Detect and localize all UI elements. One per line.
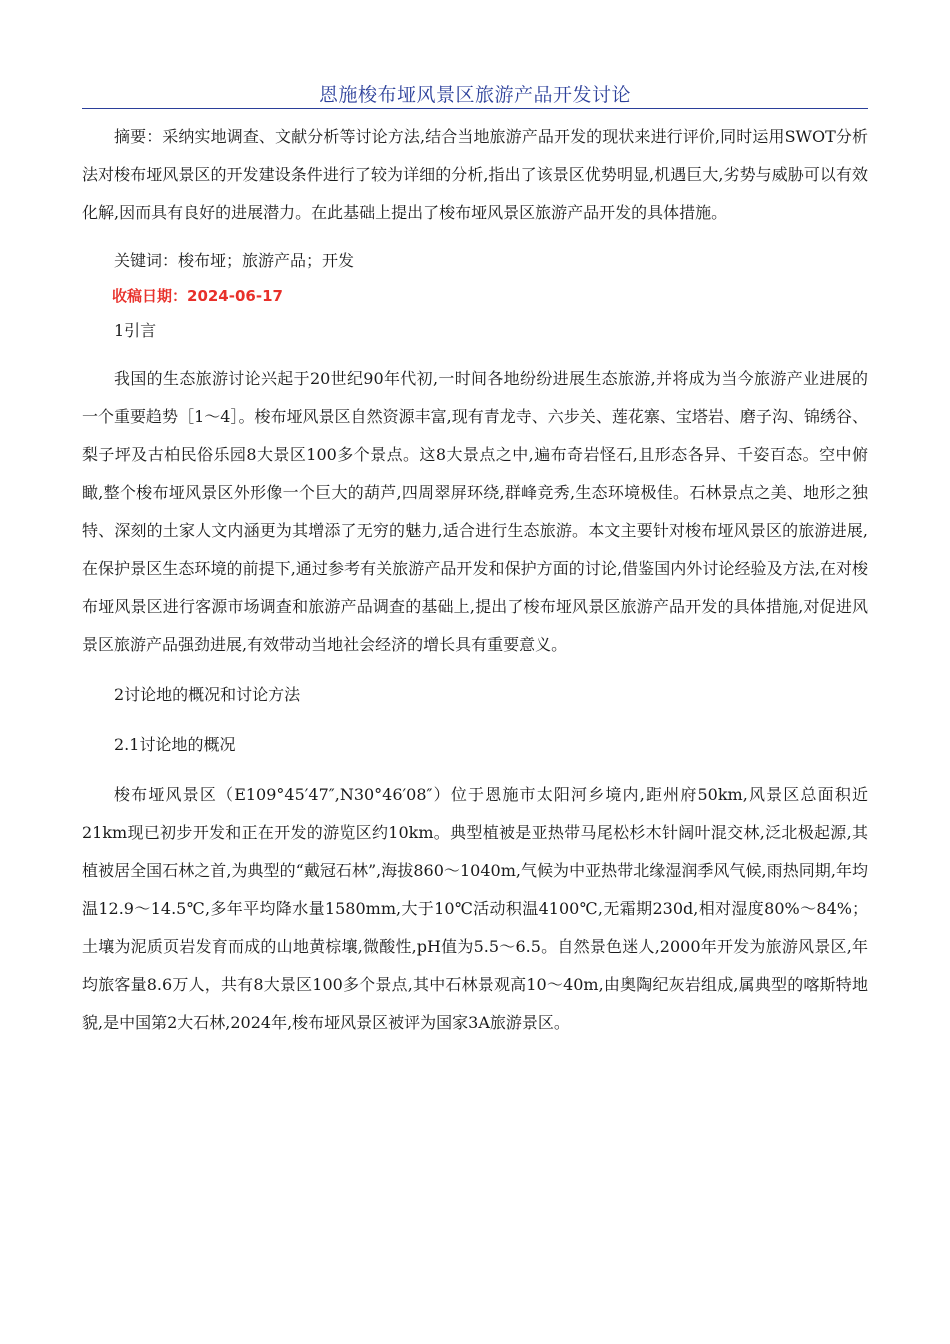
section-2-1-heading: 2.1讨论地的概况 [114,735,236,754]
document-title: 恩施梭布垭风景区旅游产品开发讨论 [318,84,631,106]
received-date: 收稿日期：2024-06-17 [112,287,283,305]
section-1-paragraph: 我国的生态旅游讨论兴起于20世纪90年代初,一时间各地纷纷进展生态旅游,并将成为当今旅游产业进展的一个重要趋势［1～4］。梭布垭风景区自然资源丰富,现有青龙寺、六步关、莲花寨、宝塔岩、磨子沟、锦绣谷、梨子坪及古柏民俗乐园8大景区100多个景点。这8大景点之中,遍布奇岩怪石,且形态各异、千姿百态。空中俯瞰,整个梭布垭风景区外形像一个巨大的葫芦,四周翠屏环绕,群峰竞秀,生态环境极佳。石林景点之美、地形之独特、深刻的土家人文内涵更为其增添了无穷的魅力,适合进行生态旅游。本文主要针对梭布垭风景区的旅游进展,在保护景区生态环境的前提下,通过参考有关旅游产品开发和保护方面的讨论,借鉴国内外讨论经验及方法,在对梭布垭风景区进行客源市场调查和旅游产品调查的基础上,提出了梭布垭风景区旅游产品开发的具体措施,对促进风景区旅游产品强劲进展,有效带动当地社会经济的增长具有重要意义。 [82,369,868,654]
document-body [82,118,868,1042]
section-2-1-paragraph: 梭布垭风景区（E109°45′47″,N30°46′08″）位于恩施市太阳河乡境内,距州府50km,风景区总面积近21km现已初步开发和正在开发的游览区约10km。典型植被是亚热带马尾松杉木针阔叶混交林,泛北极起源,其植被居全国石林之首,为典型的“戴冠石林”,海拔860～1040m,气候为中亚热带北缘湿润季风气候,雨热同期,年均温12.9～14.5℃,多年平均降水量1580mm,大于10℃活动积温4100℃,无霜期230d,相对湿度80%～84%；土壤为泥质页岩发育而成的山地黄棕壤,微酸性,pH值为5.5～6.5。自然景色迷人,2000年开发为旅游风景区,年均旅客量8.6万人，共有8大景区100多个景点,其中石林景观高10～40m,由奥陶纪灰岩组成,属典型的喀斯特地貌,是中国第2大石林,2024年,梭布垭风景区被评为国家3A旅游景区。 [82,785,868,1032]
section-2-heading: 2讨论地的概况和讨论方法 [114,685,301,704]
title-underline [82,108,868,109]
section-1-heading: 1引言 [114,321,157,340]
abstract-paragraph: 摘要：采纳实地调查、文献分析等讨论方法,结合当地旅游产品开发的现状来进行评价,同时运用SWOT分析法对梭布垭风景区的开发建设条件进行了较为详细的分析,指出了该景区优势明显,机遇巨大,劣势与威胁可以有效化解,因而具有良好的进展潜力。在此基础上提出了梭布垭风景区旅游产品开发的具体措施。 [82,127,868,222]
keywords-line: 关键词：梭布垭；旅游产品；开发 [114,251,355,270]
